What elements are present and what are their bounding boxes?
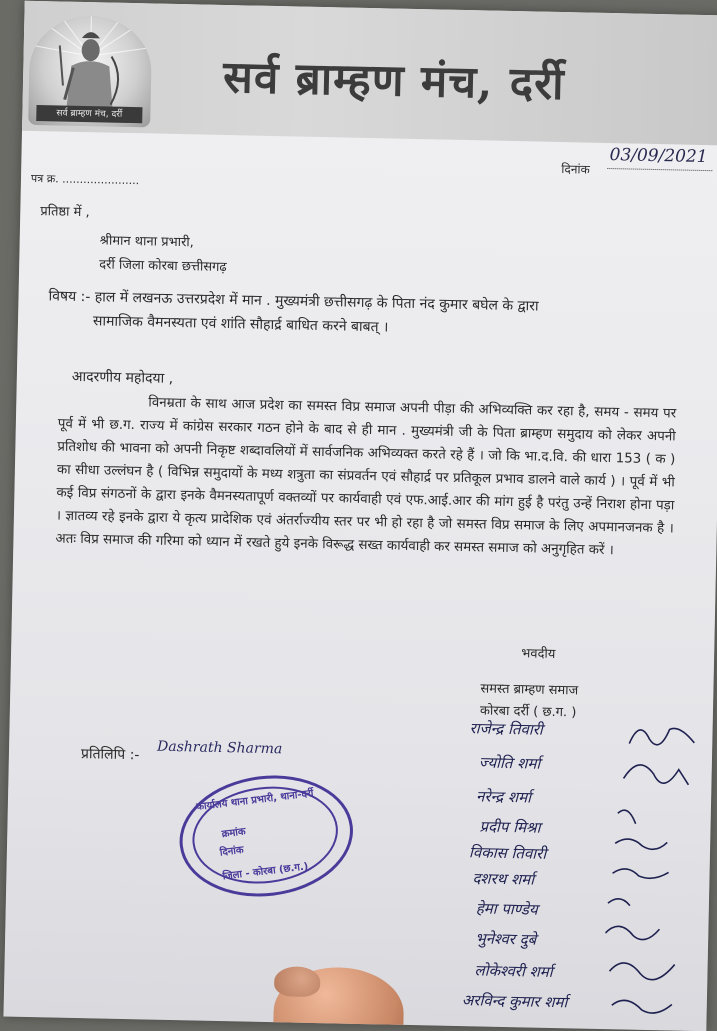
letter-body-text: विनम्रता के साथ आज प्रदेश का समस्त विप्र समाज अपनी पीड़ा की अभिव्यक्ति कर रहा है, समय - समय पर पूर्व में भी छ.ग. राज्य में कांग्रेस सरकार गठन होने के बाद से ही मान . मुख्यमंत्री जी के पिता ब्राम्हण समुदाय को लेकर अपनी प्रतिशोध की भावना को अपनी निकृष्ट शब्दावलियों में सार्वजनिक अभिव्यक्त करते रहे हैं । जो कि भा.द.वि. की धारा 153 ( क ) का सीधा उल्लंघन है ( विभिन्न समुदायों के मध्य शत्रुता का संप्रवर्तन एवं सौहार्द्र पर प्रतिकूल प्रभाव डालने वाले कार्य ) । पूर्व में भी कई विप्र संगठनों के द्वारा इनके वैमनस्यतापूर्ण वक्तव्यों पर कार्यवाही एवं एफ.आई.आर की मांग हुई है परंतु उन्हें निराश होना पड़ा । ज्ञातव्य रहे इनके द्वारा ये कृत्य प्रादेशिक एवं अंतर्राज्यीय स्तर पर भी हो रहा है जो समस्त विप्र समाज के लिए अपमानजनक है । अतः विप्र समाज की गरिमा को ध्यान में रखते हुये इनके विरूद्ध सख्त कार्यवाही कर समस्त समाज को अनुगृहित करें । <box>55 395 677 559</box>
addressee-line2: दर्री जिला कोरबा छत्तीसगढ़ <box>99 257 227 276</box>
letter-body <box>55 390 676 564</box>
stamp-line3: दिनांक <box>219 844 245 859</box>
finger-holding-paper <box>273 966 405 1031</box>
date-label: दिनांक <box>561 162 590 177</box>
police-station-stamp <box>173 766 360 906</box>
stamp-line4: जिला - कोरबा (छ.ग.) <box>222 861 309 883</box>
signatory-name: विकास तिवारी <box>468 843 547 863</box>
signatory-name: नरेन्द्र शर्मा <box>475 787 532 807</box>
copy-handwritten: Dashrath Sharma <box>156 738 283 758</box>
date-underline <box>607 168 712 171</box>
addressee-line1: श्रीमान थाना प्रभारी, <box>99 233 195 251</box>
org-title: सर्व ब्राम्हण मंच, दर्री <box>222 51 566 111</box>
stamp-line2: क्रमांक <box>221 826 247 841</box>
to-salutation: प्रतिष्ठा में , <box>40 204 90 221</box>
reference-number: पत्र क्र. ...................... <box>30 171 140 188</box>
signatory-name: हेमा पाण्डेय <box>475 899 538 919</box>
signatory-name: राजेन्द्र तिवारी <box>469 719 543 739</box>
signature-scribbles <box>603 713 710 1031</box>
signatory-name: अरविन्द कुमार शर्मा <box>461 991 568 1012</box>
sender-line1: समस्त ब्राम्हण समाज <box>480 681 579 699</box>
signatory-name: भुनेश्वर दुबे <box>474 929 537 949</box>
signatory-name: प्रदीप मिश्रा <box>479 817 541 837</box>
signatory-name: लोकेश्वरी शर्मा <box>474 961 553 982</box>
signatory-name: ज्योति शर्मा <box>478 753 541 773</box>
stamp-line1: कार्यालय थाना प्रभारी, थाना-दर्री <box>195 788 315 814</box>
greeting: आदरणीय महोदया , <box>71 368 174 387</box>
letter-paper <box>3 1 717 1031</box>
closing: भवदीय <box>520 646 556 663</box>
signatory-name: दशरथ शर्मा <box>472 869 535 889</box>
date-value: 03/09/2021 <box>609 145 708 168</box>
sender-line2: कोरबा दर्री ( छ.ग. ) <box>479 703 577 721</box>
subject-line1: विषय :- हाल में लखनऊ उत्तरप्रदेश में मान . मुख्यमंत्री छत्तीसगढ़ के पिता नंद कुमार बघेल के द्वारा <box>48 288 539 315</box>
subject-line2: सामाजिक वैमनस्यता एवं शांति सौहार्द्र बाधित करने बाबत् । <box>92 313 389 336</box>
org-logo <box>28 15 152 128</box>
logo-caption: सर्व ब्राम्हण मंच, दर्री <box>36 105 142 123</box>
copy-label: प्रतिलिपि :- <box>80 746 140 764</box>
fingernail <box>274 966 321 997</box>
